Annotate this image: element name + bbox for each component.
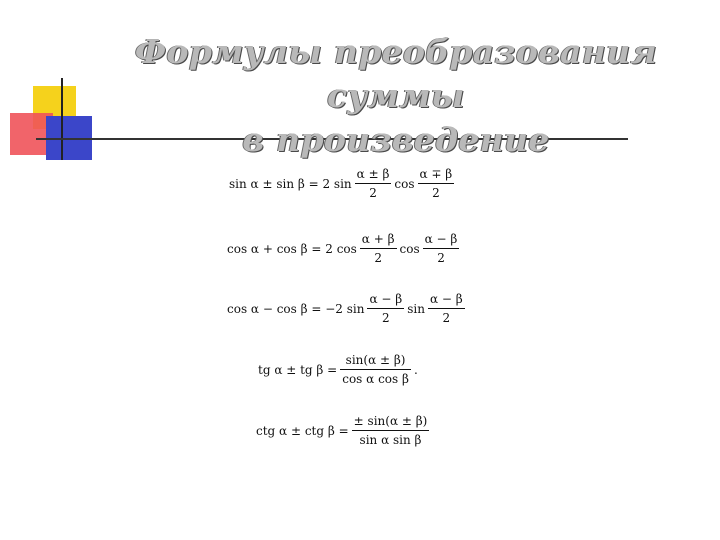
formula-sum-of-tangents bbox=[258, 353, 418, 386]
formula-tail: . bbox=[413, 362, 418, 377]
fraction bbox=[423, 232, 460, 265]
formula-lhs: ctg α ± ctg β = bbox=[256, 423, 349, 438]
fraction-denominator: 2 bbox=[437, 251, 445, 265]
fraction-numerator: α ∓ β bbox=[419, 167, 453, 181]
slide-title-line-2: в произведение bbox=[242, 120, 550, 159]
fraction bbox=[428, 292, 465, 325]
fraction bbox=[367, 292, 404, 325]
formula-lhs: cos α − cos β = −2 sin bbox=[227, 301, 365, 316]
fraction-numerator: α − β bbox=[369, 292, 403, 306]
fraction bbox=[340, 353, 411, 386]
fraction-numerator: α − β bbox=[429, 292, 463, 306]
fraction bbox=[418, 167, 455, 200]
formula-function: cos bbox=[399, 241, 420, 256]
fraction-numerator: sin(α ± β) bbox=[345, 353, 406, 367]
fraction bbox=[352, 414, 430, 447]
fraction-denominator: 2 bbox=[432, 186, 440, 200]
fraction-denominator: 2 bbox=[442, 311, 451, 325]
fraction bbox=[355, 167, 392, 200]
fraction-denominator: cos α cos β bbox=[342, 372, 409, 386]
fraction bbox=[360, 232, 397, 265]
fraction-denominator: sin α sin β bbox=[359, 433, 422, 447]
fraction-numerator: α ± β bbox=[356, 167, 390, 181]
formula-function: sin bbox=[407, 301, 425, 316]
fraction-denominator: 2 bbox=[369, 186, 377, 200]
formula-lhs: sin α ± sin β = 2 sin bbox=[229, 176, 352, 191]
slide-title bbox=[90, 30, 702, 162]
formula-function: cos bbox=[394, 176, 415, 191]
decor-vertical-line bbox=[61, 78, 63, 160]
formula-lhs: tg α ± tg β = bbox=[258, 362, 338, 377]
fraction-numerator: α − β bbox=[424, 232, 458, 246]
fraction-numerator: α + β bbox=[361, 232, 395, 246]
formula-sum-of-cosines bbox=[227, 232, 462, 265]
formula-difference-of-cosines bbox=[227, 292, 468, 325]
formula-lhs: cos α + cos β = 2 cos bbox=[227, 241, 357, 256]
fraction-denominator: 2 bbox=[374, 251, 382, 265]
fraction-numerator: ± sin(α ± β) bbox=[353, 414, 428, 428]
formula-sum-of-cotangents bbox=[256, 414, 432, 447]
formula-sum-of-sines bbox=[229, 167, 457, 200]
slide-title-line-1: Формулы преобразования суммы bbox=[134, 32, 658, 115]
fraction-denominator: 2 bbox=[382, 311, 390, 325]
